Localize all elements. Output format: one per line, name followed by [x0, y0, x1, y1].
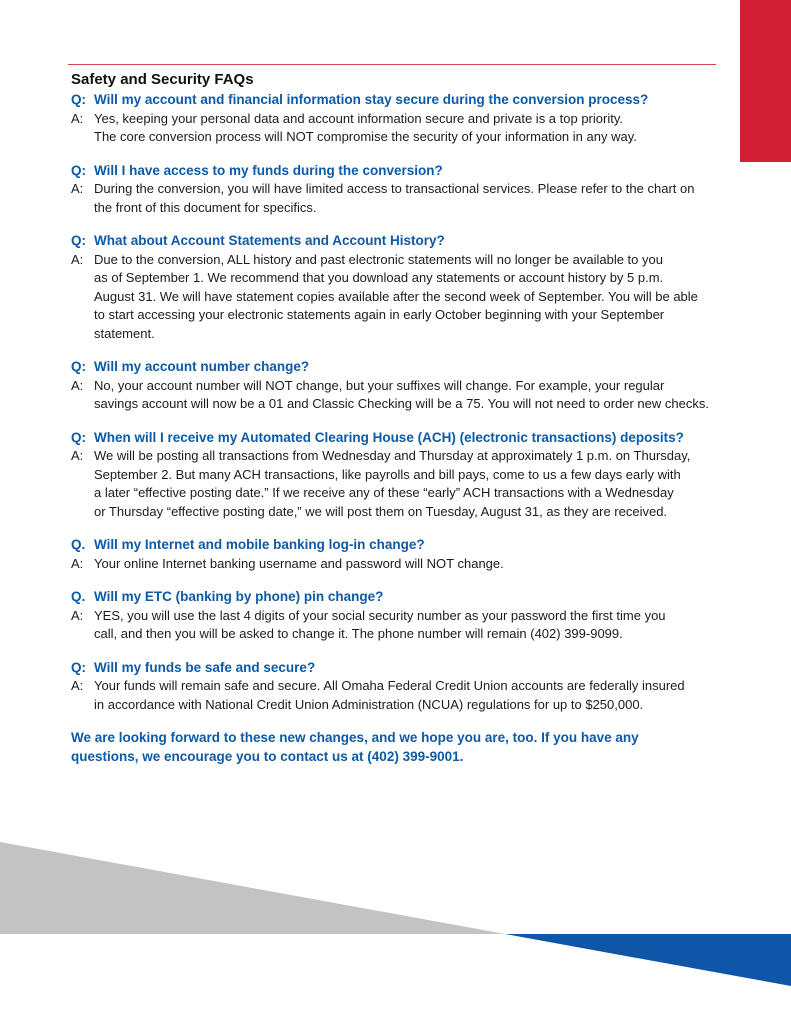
answer-text: During the conversion, you will have limited access to transactional services. Please refer to the chart on the front of this document for specifics.: [94, 181, 695, 215]
question-text: Will my account and financial information stay secure during the conversion process?: [94, 92, 649, 107]
question-text: Will my ETC (banking by phone) pin change?: [94, 589, 384, 604]
answer-text: We will be posting all transactions from Wednesday and Thursday at approximately 1 p.m. on Thursday, September 2. But many ACH transactions, like payrolls and bill pays, come to us a few days early with a later “effective posting date.” If we receive any of these “early” ACH transactions with a Wednesday or Thursday “effective posting date,” we will post them on Tuesday, August 31, as they are received.: [94, 448, 691, 519]
answer-text: Your online Internet banking username and password will NOT change.: [94, 555, 504, 571]
question-text: Will my funds be safe and secure?: [94, 659, 316, 675]
gray-wedge: [0, 842, 505, 934]
question-label: Q:: [71, 92, 86, 107]
answer-label: A:: [71, 181, 84, 196]
question-label: Q:: [71, 162, 86, 178]
answer-label: A:: [71, 110, 84, 126]
question-label: Q:: [71, 359, 86, 374]
blue-wedge: [505, 934, 791, 986]
page-title: Safety and Security FAQs: [71, 71, 254, 88]
answer-text: No, your account number will NOT change, but your suffixes will change. For example, your regular savings account will now be a 01 and Classic Checking will be a 75. You will not need to order new checks.: [94, 377, 709, 411]
question-label: Q:: [71, 429, 86, 445]
answer-label: A:: [71, 377, 84, 393]
answer-label: A:: [71, 607, 84, 623]
answer-text: Your funds will remain safe and secure. All Omaha Federal Credit Union accounts are federally insured in accordance with National Credit Union Administration (NCUA) regulations for up to $250,000.: [94, 678, 685, 712]
answer-label: A:: [71, 448, 84, 463]
question-text: Will my Internet and mobile banking log-in change?: [94, 537, 425, 552]
closing-message: We are looking forward to these new changes, and we hope you are, too. If you have any questions, we encourage you to contact us at (402) 399-9001.: [71, 730, 639, 764]
question-label: Q:: [71, 233, 86, 248]
question-label: Q:: [71, 659, 86, 675]
question-text: Will I have access to my funds during the conversion?: [94, 162, 443, 178]
answer-text: Yes, keeping your personal data and account information secure and private is a top priority. The core conversion process will NOT compromise the security of your information in any way.: [94, 110, 637, 144]
answer-text: Due to the conversion, ALL history and past electronic statements will no longer be available to you as of September 1. We recommend that you download any statements or account history by 5 p.m. August 31. We will have statement copies available after the second week of September. You will be able to start accessing your electronic statements again in early October beginning with your September statement.: [94, 251, 698, 341]
question-text: What about Account Statements and Account History?: [94, 233, 445, 248]
answer-label: A:: [71, 678, 84, 693]
answer-text: YES, you will use the last 4 digits of your social security number as your password the first time you call, and then you will be asked to change it. The phone number will remain (402) 399-9099.: [94, 607, 666, 641]
answer-label: A:: [71, 555, 84, 571]
question-label: Q.: [71, 589, 86, 604]
question-label: Q.: [71, 537, 86, 552]
question-text: When will I receive my Automated Clearing House (ACH) (electronic transactions) deposits?: [94, 429, 684, 445]
answer-label: A:: [71, 251, 84, 267]
question-text: Will my account number change?: [94, 359, 310, 374]
